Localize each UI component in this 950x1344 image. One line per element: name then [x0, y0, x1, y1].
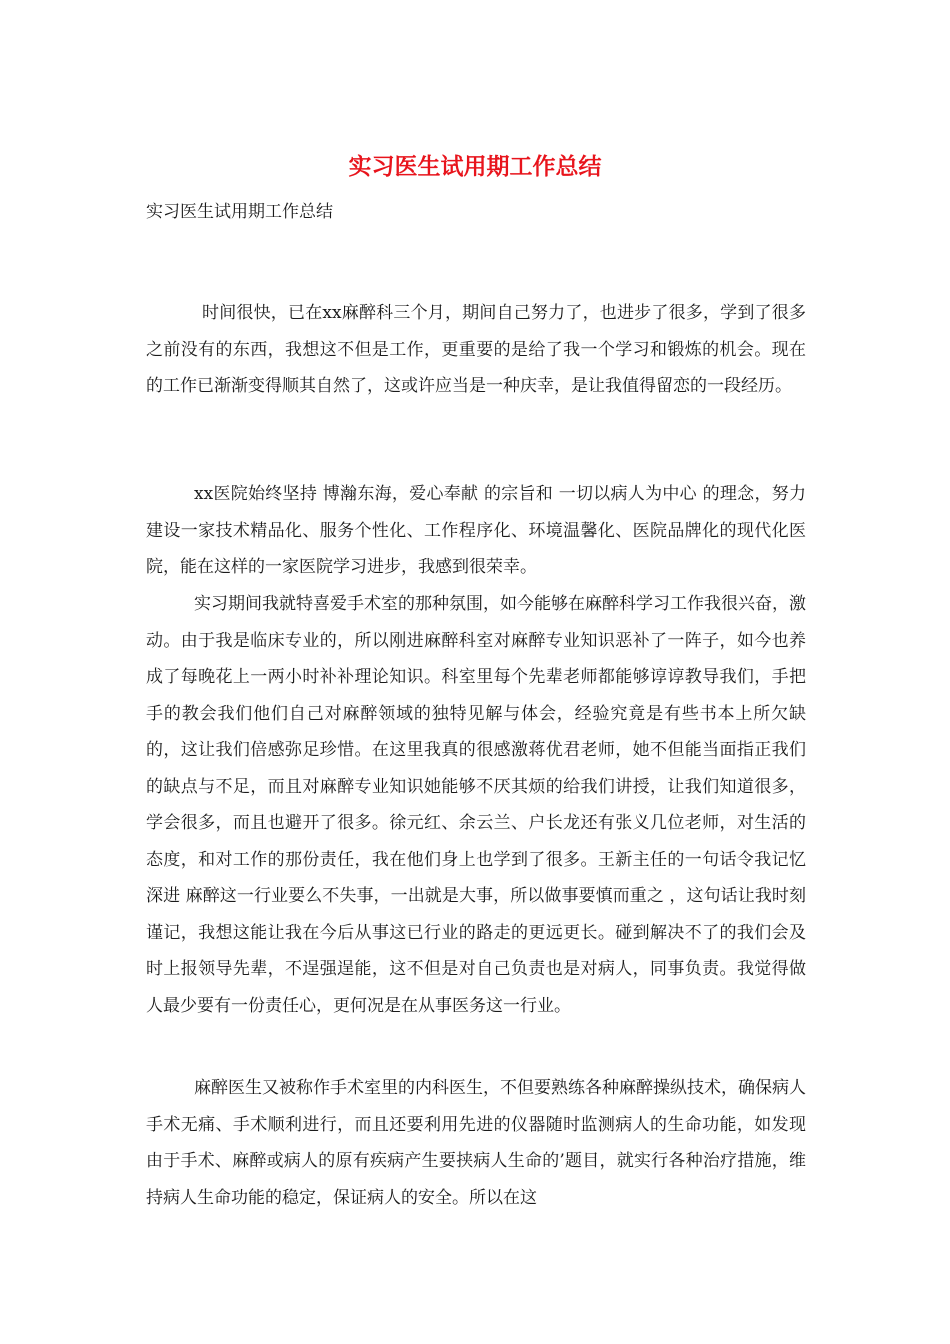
document-title: 实习医生试用期工作总结: [348, 153, 602, 180]
document-subtitle: 实习医生试用期工作总结: [146, 202, 333, 222]
paragraph-1: 时间很快，已在xx麻醉科三个月，期间自己努力了，也进步了很多，学到了很多之前没有的东西，我想这不但是工作，更重要的是给了我一个学习和锻炼的机会。现在的工作已渐渐变得顺其自然了，这或许应当是一种庆幸，是让我值得留恋的一段经历。: [146, 303, 806, 396]
paragraph-3: 实习期间我就特喜爱手术室的那种氛围，如今能够在麻醉科学习工作我很兴奋，激动。由于我是临床专业的，所以刚进麻醉科室对麻醉专业知识恶补了一阵子，如今也养成了每晚花上一两小时补补理论知识。科室里每个先辈老师都能够谆谆教导我们，手把手的教会我们他们自己对麻醉领域的独特见解与体会，经验究竟是有些书本上所欠缺的，这让我们倍感弥足珍惜。在这里我真的很感激蒋优君老师，她不但能当面指正我们的缺点与不足，而且对麻醉专业知识她能够不厌其烦的给我们讲授，让我们知道很多，学会很多，而且也避开了很多。徐元红、余云兰、户长龙还有张义几位老师，对生活的态度，和对工作的那份责任，我在他们身上也学到了很多。王新主任的一句话令我记忆深进 麻醉这一行业要么不失事，一出就是大事，所以做事要慎而重之 ，这句话让我时刻谨记，我想这能让我在今后从事这已行业的路走的更远更长。碰到解决不了的我们会及时上报领导先辈，不逞强逞能，这不但是对自己负责也是对病人，同事负责。我觉得做人最少要有一份责任心，更何况是在从事医务这一行业。: [146, 594, 806, 1016]
paragraph-2: xx医院始终坚持 博瀚东海，爱心奉献 的宗旨和 一切以病人为中心 的理念，努力建设一家技术精品化、服务个性化、工作程序化、环境温馨化、医院品牌化的现代化医院，能在这样的一家医院学习进步，我感到很荣幸。: [146, 484, 806, 577]
paragraph-4: 麻醉医生又被称作手术室里的内科医生，不但要熟练各种麻醉操纵技术，确保病人手术无痛、手术顺利进行，而且还要利用先进的仪器随时监测病人的生命功能，如发现由于手术、麻醉或病人的原有疾病产生要挟病人生命的’题目，就实行各种治疗措施，维持病人生命功能的稳定，保证病人的安全。所以在这: [146, 1078, 806, 1208]
